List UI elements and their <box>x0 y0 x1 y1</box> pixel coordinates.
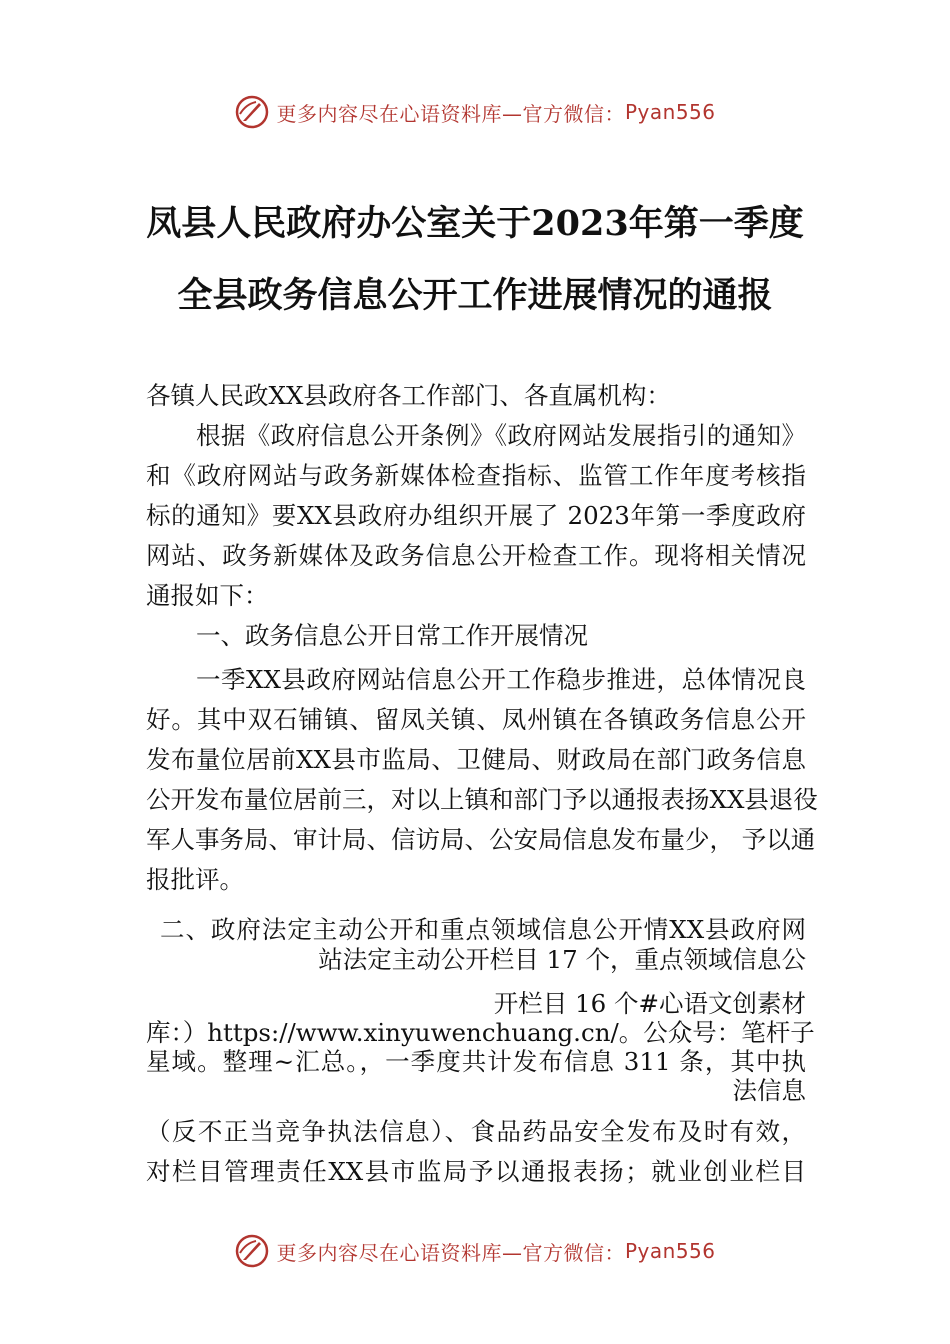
section-heading-2: 二、政府法定主动公开和重点领域信息公开情XX县政府网 <box>160 915 806 944</box>
watermark-wechat-id: Pyan556 <box>624 100 716 124</box>
watermark-wechat-id: Pyan556 <box>624 1239 716 1263</box>
salutation: 各镇人民政XX县政府各工作部门、各直属机构： <box>146 381 671 410</box>
paragraph-line: （反不正当竞争执法信息）、食品药品安全发布及时有效， <box>146 1117 806 1146</box>
paragraph-line: 星域。整理~汇总。，一季度共计发布信息 311 条，其中执 <box>146 1047 806 1076</box>
paragraph-line: 法信息 <box>732 1076 806 1105</box>
paragraph-line: 军人事务局、审计局、信访局、公安局信息发布量少， 予以通 <box>146 825 816 854</box>
document-title-line-1: 凤县人民政府办公室关于2023年第一季度 <box>146 203 804 244</box>
footer-watermark <box>0 1233 950 1269</box>
paragraph-line: 好。其中双石铺镇、留凤关镇、凤州镇在各镇政务信息公开 <box>146 705 806 734</box>
paragraph-line: 公开发布量位居前三，对以上镇和部门予以通报表扬XX县退役 <box>146 785 818 814</box>
paragraph-line: 报批评。 <box>146 865 244 894</box>
paragraph-line: 根据《政府信息公开条例》《政府网站发展指引的通知》 <box>196 421 806 450</box>
header-watermark <box>0 94 950 130</box>
paragraph-line: 标的通知》要XX县政府办组织开展了 2023年第一季度政府 <box>146 501 806 530</box>
paragraph-line: 对栏目管理责任XX县市监局予以通报表扬；就业创业栏目 <box>146 1157 806 1186</box>
paragraph-line: 库：）https://www.xinyuwenchuang.cn/。公众号：笔杆子 <box>146 1018 815 1047</box>
quill-pen-circle-logo-icon <box>234 94 270 130</box>
paragraph-line: 通报如下： <box>146 581 269 610</box>
section-heading-1: 一、政务信息公开日常工作开展情况 <box>196 621 588 650</box>
paragraph-line: 一季XX县政府网站信息公开工作稳步推进，总体情况良 <box>196 665 806 694</box>
quill-pen-circle-logo-icon <box>234 1233 270 1269</box>
paragraph-line: 发布量位居前XX县市监局、卫健局、财政局在部门政务信息 <box>146 745 806 774</box>
watermark-text: 更多内容尽在心语资料库—官方微信： <box>276 101 625 126</box>
paragraph-line: 站法定主动公开栏目 17 个，重点领域信息公 <box>318 945 806 974</box>
paragraph-line: 网站、政务新媒体及政务信息公开检查工作。现将相关情况 <box>146 541 806 570</box>
paragraph-line: 和《政府网站与政务新媒体检查指标、监管工作年度考核指 <box>146 461 806 490</box>
paragraph-line: 开栏目 16 个#心语文创素材 <box>493 989 806 1018</box>
watermark-text: 更多内容尽在心语资料库—官方微信： <box>276 1240 625 1265</box>
document-title-line-2: 全县政务信息公开工作进展情况的通报 <box>177 275 773 316</box>
